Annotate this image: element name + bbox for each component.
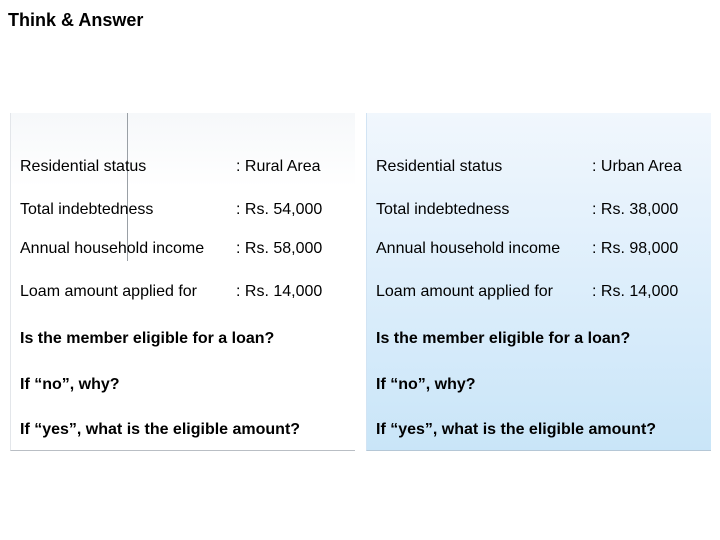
annual-income-label: Annual household income <box>376 240 561 257</box>
if-no-question: If “no”, why? <box>20 376 120 393</box>
eligibility-question: Is the member eligible for a loan? <box>376 330 631 347</box>
if-yes-question: If “yes”, what is the eligible amount? <box>20 421 301 438</box>
total-indebtedness-label: Total indebtedness <box>376 201 510 218</box>
residential-status-value: : Urban Area <box>592 158 682 175</box>
annual-income-value: : Rs. 58,000 <box>236 240 323 257</box>
if-no-question: If “no”, why? <box>376 376 476 393</box>
loan-amount-label: Loam amount applied for <box>376 283 553 300</box>
residential-status-label: Residential status <box>376 158 503 175</box>
annual-income-label: Annual household income <box>20 240 205 257</box>
loan-amount-value: : Rs. 14,000 <box>236 283 323 300</box>
total-indebtedness-value: : Rs. 38,000 <box>592 201 679 218</box>
residential-status-value: : Rural Area <box>236 158 321 175</box>
loan-amount-label: Loam amount applied for <box>20 283 197 300</box>
eligibility-question: Is the member eligible for a loan? <box>20 330 275 347</box>
case-panel-urban <box>366 113 711 451</box>
loan-amount-value: : Rs. 14,000 <box>592 283 679 300</box>
divider-line <box>127 113 128 261</box>
annual-income-value: : Rs. 98,000 <box>592 240 679 257</box>
slide-title: Think & Answer <box>8 10 144 30</box>
if-yes-question: If “yes”, what is the eligible amount? <box>376 421 657 438</box>
case-panel-rural <box>10 113 355 451</box>
residential-status-label: Residential status <box>20 158 147 175</box>
total-indebtedness-label: Total indebtedness <box>20 201 154 218</box>
total-indebtedness-value: : Rs. 54,000 <box>236 201 323 218</box>
